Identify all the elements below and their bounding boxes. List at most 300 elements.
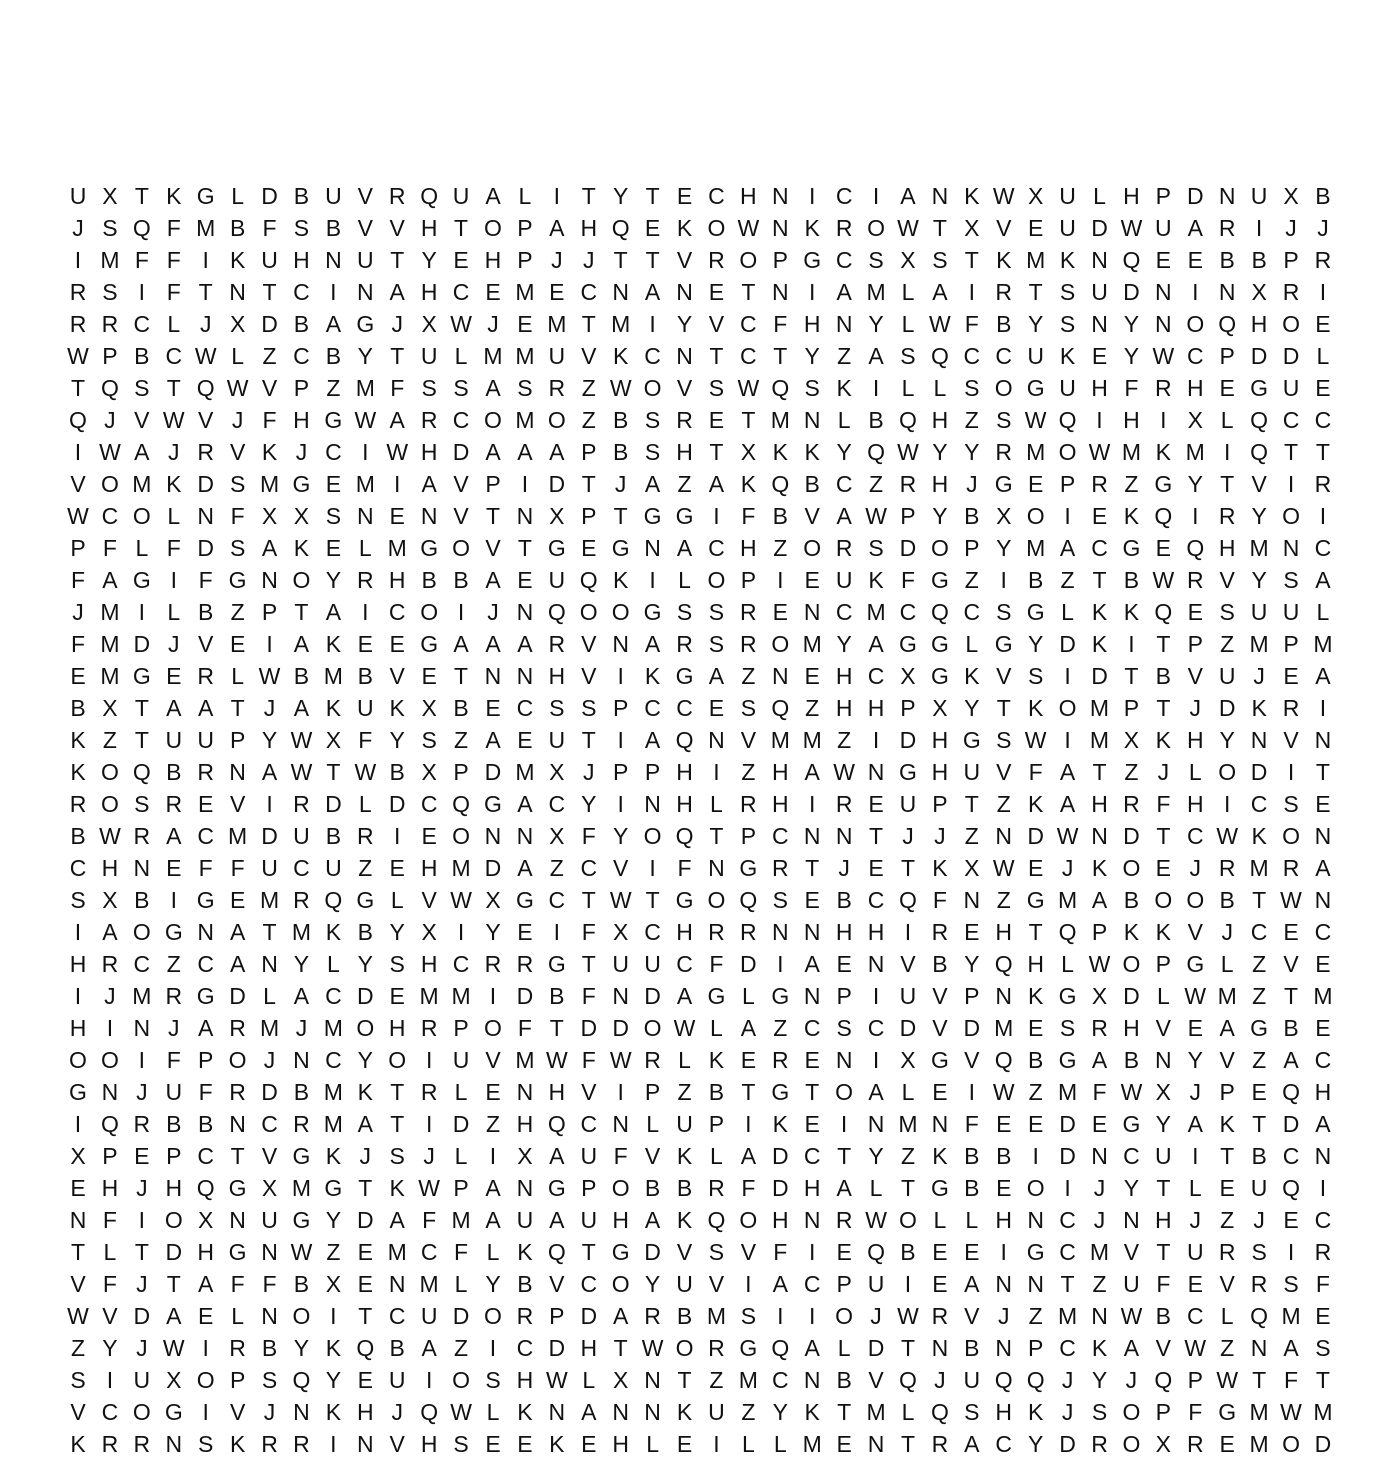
grid-letter[interactable]: T <box>581 183 596 209</box>
grid-letter[interactable]: P <box>964 535 980 561</box>
grid-letter[interactable]: T <box>581 471 596 497</box>
grid-letter[interactable]: N <box>1250 1335 1268 1361</box>
grid-letter[interactable]: L <box>518 183 532 209</box>
grid-letter[interactable]: K <box>932 1143 948 1169</box>
grid-letter[interactable]: F <box>102 1207 117 1233</box>
grid-letter[interactable]: K <box>325 695 342 721</box>
grid-letter[interactable]: C <box>676 951 693 977</box>
grid-letter[interactable]: H <box>580 215 598 241</box>
grid-letter[interactable]: N <box>133 855 151 881</box>
grid-letter[interactable]: R <box>165 983 183 1009</box>
grid-letter[interactable]: Z <box>262 343 277 369</box>
grid-letter[interactable]: B <box>964 1335 980 1361</box>
grid-letter[interactable]: Y <box>261 727 278 753</box>
grid-letter[interactable]: N <box>1218 183 1236 209</box>
grid-letter[interactable]: V <box>581 663 597 689</box>
grid-letter[interactable]: W <box>737 375 760 401</box>
grid-letter[interactable]: T <box>741 1079 756 1105</box>
grid-letter[interactable]: A <box>325 599 342 625</box>
grid-letter[interactable]: N <box>803 1207 821 1233</box>
grid-letter[interactable]: M <box>355 375 375 401</box>
grid-letter[interactable]: D <box>452 1303 470 1329</box>
grid-letter[interactable]: B <box>517 1271 533 1297</box>
grid-letter[interactable]: E <box>549 279 565 305</box>
grid-letter[interactable]: V <box>964 1303 980 1329</box>
grid-letter[interactable]: K <box>166 183 182 209</box>
grid-letter[interactable]: Z <box>549 855 564 881</box>
grid-letter[interactable]: F <box>166 215 181 241</box>
grid-letter[interactable]: R <box>229 1015 246 1041</box>
grid-letter[interactable]: I <box>457 599 465 625</box>
grid-letter[interactable]: P <box>900 695 916 721</box>
grid-letter[interactable]: Y <box>836 631 852 657</box>
grid-letter[interactable]: E <box>389 855 405 881</box>
grid-letter[interactable]: I <box>809 1303 816 1329</box>
grid-letter[interactable]: W <box>1088 951 1111 977</box>
grid-letter[interactable]: D <box>197 471 214 497</box>
grid-letter[interactable]: G <box>962 727 981 753</box>
grid-letter[interactable]: T <box>1028 279 1043 305</box>
grid-letter[interactable]: Z <box>964 407 979 433</box>
grid-letter[interactable]: B <box>261 1335 278 1361</box>
grid-letter[interactable]: Q <box>994 1047 1013 1073</box>
grid-letter[interactable]: A <box>804 759 820 785</box>
grid-letter[interactable]: W <box>1120 215 1143 241</box>
grid-letter[interactable]: F <box>70 567 86 593</box>
grid-letter[interactable]: Y <box>964 439 980 465</box>
grid-letter[interactable]: K <box>517 1239 533 1265</box>
grid-letter[interactable]: U <box>69 183 87 209</box>
grid-letter[interactable]: C <box>803 1143 821 1169</box>
grid-letter[interactable]: B <box>293 1271 310 1297</box>
grid-letter[interactable]: G <box>132 663 151 689</box>
grid-letter[interactable]: M <box>802 1431 822 1457</box>
grid-letter[interactable]: J <box>136 1175 148 1201</box>
grid-letter[interactable]: X <box>261 1175 278 1201</box>
grid-letter[interactable]: V <box>229 1399 246 1425</box>
grid-letter[interactable]: X <box>1091 983 1108 1009</box>
grid-letter[interactable]: T <box>485 503 501 529</box>
grid-letter[interactable]: I <box>1096 407 1103 433</box>
grid-letter[interactable]: N <box>835 311 853 337</box>
grid-letter[interactable]: F <box>741 503 756 529</box>
grid-letter[interactable]: V <box>1155 1015 1172 1041</box>
grid-letter[interactable]: B <box>676 1175 693 1201</box>
grid-letter[interactable]: R <box>69 791 87 817</box>
grid-letter[interactable]: V <box>676 375 693 401</box>
grid-letter[interactable]: W <box>609 887 632 913</box>
grid-letter[interactable]: G <box>930 1047 949 1073</box>
grid-letter[interactable]: K <box>325 1143 342 1169</box>
grid-letter[interactable]: L <box>901 1399 915 1425</box>
grid-letter[interactable]: C <box>867 887 885 913</box>
grid-letter[interactable]: Q <box>1154 599 1173 625</box>
grid-letter[interactable]: L <box>901 375 915 401</box>
grid-letter[interactable]: I <box>840 1111 848 1137</box>
grid-letter[interactable]: C <box>644 695 661 721</box>
grid-letter[interactable]: N <box>771 919 789 945</box>
grid-letter[interactable]: H <box>1123 183 1140 209</box>
grid-letter[interactable]: D <box>867 1335 885 1361</box>
grid-letter[interactable]: L <box>263 983 276 1009</box>
grid-letter[interactable]: L <box>454 343 468 369</box>
grid-letter[interactable]: S <box>740 695 757 721</box>
grid-letter[interactable]: E <box>1155 855 1172 881</box>
grid-letter[interactable]: X <box>421 759 437 785</box>
grid-letter[interactable]: M <box>802 727 822 753</box>
grid-letter[interactable]: B <box>325 823 342 849</box>
grid-letter[interactable]: Q <box>1282 1079 1300 1105</box>
grid-letter[interactable]: H <box>740 183 757 209</box>
grid-letter[interactable]: C <box>1186 1303 1204 1329</box>
grid-letter[interactable]: U <box>835 567 853 593</box>
grid-letter[interactable]: H <box>676 919 693 945</box>
grid-letter[interactable]: N <box>516 599 534 625</box>
grid-letter[interactable]: E <box>229 887 246 913</box>
grid-letter[interactable]: R <box>644 1303 661 1329</box>
grid-letter[interactable]: M <box>323 663 343 689</box>
grid-letter[interactable]: M <box>419 983 439 1009</box>
grid-letter[interactable]: E <box>166 663 182 689</box>
grid-letter[interactable]: I <box>1000 1239 1007 1265</box>
grid-letter[interactable]: N <box>1123 1207 1140 1233</box>
grid-letter[interactable]: G <box>1122 1111 1141 1137</box>
grid-letter[interactable]: Q <box>930 343 949 369</box>
grid-letter[interactable]: L <box>135 535 149 561</box>
grid-letter[interactable]: F <box>198 567 213 593</box>
grid-letter[interactable]: O <box>1026 503 1045 529</box>
grid-letter[interactable]: S <box>644 439 661 465</box>
grid-letter[interactable]: S <box>1059 279 1076 305</box>
grid-letter[interactable]: A <box>485 439 501 465</box>
grid-letter[interactable]: M <box>483 343 503 369</box>
grid-letter[interactable]: A <box>740 1143 757 1169</box>
grid-letter[interactable]: V <box>198 407 214 433</box>
grid-letter[interactable]: K <box>868 567 884 593</box>
grid-letter[interactable]: N <box>803 599 821 625</box>
grid-letter[interactable]: X <box>996 503 1012 529</box>
grid-letter[interactable]: G <box>707 983 726 1009</box>
grid-letter[interactable]: J <box>391 311 403 337</box>
grid-letter[interactable]: N <box>1155 1047 1172 1073</box>
grid-letter[interactable]: I <box>904 919 912 945</box>
grid-letter[interactable]: Z <box>358 855 373 881</box>
grid-letter[interactable]: D <box>899 1015 917 1041</box>
grid-letter[interactable]: H <box>771 1207 789 1233</box>
grid-letter[interactable]: A <box>166 823 182 849</box>
grid-letter[interactable]: G <box>771 1079 790 1105</box>
grid-letter[interactable]: B <box>613 407 629 433</box>
grid-letter[interactable]: Q <box>994 1367 1013 1393</box>
grid-letter[interactable]: B <box>166 1111 182 1137</box>
grid-letter[interactable]: R <box>165 791 183 817</box>
grid-letter[interactable]: B <box>996 1143 1012 1169</box>
grid-letter[interactable]: Y <box>1027 1431 1044 1457</box>
grid-letter[interactable]: H <box>548 1079 566 1105</box>
grid-letter[interactable]: R <box>261 1431 278 1457</box>
grid-letter[interactable]: Q <box>69 407 87 433</box>
grid-letter[interactable]: L <box>1220 1303 1234 1329</box>
grid-letter[interactable]: Q <box>1026 1367 1045 1393</box>
grid-letter[interactable]: C <box>771 823 789 849</box>
grid-letter[interactable]: V <box>740 1239 757 1265</box>
grid-letter[interactable]: C <box>835 471 853 497</box>
grid-letter[interactable]: R <box>1282 855 1300 881</box>
grid-letter[interactable]: U <box>356 695 374 721</box>
grid-letter[interactable]: I <box>809 1239 816 1265</box>
grid-letter[interactable]: O <box>1186 887 1205 913</box>
grid-letter[interactable]: M <box>1313 983 1333 1009</box>
grid-letter[interactable]: E <box>644 215 661 241</box>
grid-letter[interactable]: G <box>292 471 311 497</box>
grid-letter[interactable]: P <box>229 727 246 753</box>
grid-letter[interactable]: U <box>1027 343 1044 369</box>
grid-letter[interactable]: D <box>1059 1111 1076 1137</box>
grid-letter[interactable]: F <box>166 247 181 273</box>
grid-letter[interactable]: M <box>1249 855 1269 881</box>
grid-letter[interactable]: J <box>263 1047 276 1073</box>
grid-letter[interactable]: J <box>966 471 978 497</box>
grid-letter[interactable]: O <box>292 1303 311 1329</box>
grid-letter[interactable]: U <box>261 1207 278 1233</box>
grid-letter[interactable]: J <box>1221 919 1233 945</box>
grid-letter[interactable]: E <box>134 1143 150 1169</box>
grid-letter[interactable]: K <box>932 855 948 881</box>
grid-letter[interactable]: N <box>388 1271 406 1297</box>
grid-letter[interactable]: N <box>356 279 374 305</box>
grid-letter[interactable]: E <box>1091 503 1108 529</box>
grid-letter[interactable]: D <box>229 983 246 1009</box>
grid-letter[interactable]: Z <box>1220 1335 1235 1361</box>
grid-letter[interactable]: D <box>1250 759 1268 785</box>
grid-letter[interactable]: G <box>228 1175 247 1201</box>
grid-letter[interactable]: C <box>325 983 342 1009</box>
grid-letter[interactable]: N <box>229 759 246 785</box>
grid-letter[interactable]: A <box>1059 535 1076 561</box>
grid-letter[interactable]: M <box>1057 1303 1078 1329</box>
grid-letter[interactable]: E <box>325 471 342 497</box>
grid-letter[interactable]: F <box>134 247 149 273</box>
grid-letter[interactable]: J <box>934 823 946 849</box>
grid-letter[interactable]: C <box>293 343 310 369</box>
grid-letter[interactable]: J <box>391 1399 403 1425</box>
grid-letter[interactable]: A <box>1059 791 1076 817</box>
grid-letter[interactable]: A <box>644 279 661 305</box>
grid-letter[interactable]: G <box>1122 535 1141 561</box>
grid-letter[interactable]: T <box>581 727 596 753</box>
grid-letter[interactable]: H <box>1186 727 1204 753</box>
grid-letter[interactable]: M <box>866 599 886 625</box>
grid-letter[interactable]: S <box>1027 663 1044 689</box>
grid-letter[interactable]: X <box>166 1367 182 1393</box>
grid-letter[interactable]: O <box>1218 759 1237 785</box>
grid-letter[interactable]: T <box>1092 567 1107 593</box>
grid-letter[interactable]: T <box>230 1143 245 1169</box>
grid-letter[interactable]: J <box>263 695 276 721</box>
grid-letter[interactable]: H <box>420 279 438 305</box>
grid-letter[interactable]: K <box>1091 599 1108 625</box>
grid-letter[interactable]: O <box>1058 439 1077 465</box>
grid-letter[interactable]: D <box>516 983 534 1009</box>
grid-letter[interactable]: P <box>1155 951 1172 977</box>
grid-letter[interactable]: E <box>485 695 501 721</box>
grid-letter[interactable]: G <box>324 407 343 433</box>
grid-letter[interactable]: J <box>295 1015 308 1041</box>
grid-letter[interactable]: J <box>231 407 244 433</box>
grid-letter[interactable]: E <box>166 855 182 881</box>
grid-letter[interactable]: I <box>489 983 497 1009</box>
grid-letter[interactable]: R <box>1250 1271 1268 1297</box>
grid-letter[interactable]: J <box>295 439 308 465</box>
grid-letter[interactable]: H <box>676 791 693 817</box>
grid-letter[interactable]: F <box>166 535 181 561</box>
grid-letter[interactable]: A <box>836 503 852 529</box>
grid-letter[interactable]: D <box>580 1015 598 1041</box>
grid-letter[interactable]: Z <box>773 535 788 561</box>
grid-letter[interactable]: N <box>867 759 885 785</box>
grid-letter[interactable]: U <box>516 1207 534 1233</box>
grid-letter[interactable]: A <box>1283 1335 1299 1361</box>
grid-letter[interactable]: V <box>932 983 948 1009</box>
grid-letter[interactable]: D <box>1123 983 1140 1009</box>
grid-letter[interactable]: B <box>1027 567 1044 593</box>
grid-letter[interactable]: Q <box>867 439 885 465</box>
grid-letter[interactable]: V <box>581 631 597 657</box>
grid-letter[interactable]: G <box>547 951 566 977</box>
grid-letter[interactable]: B <box>453 567 469 593</box>
grid-letter[interactable]: D <box>548 1335 566 1361</box>
grid-letter[interactable]: Q <box>899 407 917 433</box>
grid-letter[interactable]: W <box>1216 823 1239 849</box>
grid-letter[interactable]: I <box>330 279 337 305</box>
grid-letter[interactable]: R <box>1091 1431 1108 1457</box>
grid-letter[interactable]: E <box>708 279 725 305</box>
grid-letter[interactable]: P <box>1187 631 1203 657</box>
grid-letter[interactable]: D <box>1186 183 1204 209</box>
grid-letter[interactable]: A <box>1123 1335 1140 1361</box>
grid-letter[interactable]: F <box>613 1143 628 1169</box>
grid-letter[interactable]: V <box>453 471 469 497</box>
grid-letter[interactable]: I <box>553 183 561 209</box>
grid-letter[interactable]: C <box>708 183 725 209</box>
grid-letter[interactable]: C <box>548 887 566 913</box>
grid-letter[interactable]: M <box>1217 983 1237 1009</box>
grid-letter[interactable]: S <box>708 631 725 657</box>
grid-letter[interactable]: M <box>738 1367 758 1393</box>
grid-letter[interactable]: E <box>1315 951 1331 977</box>
grid-letter[interactable]: H <box>803 1175 821 1201</box>
grid-letter[interactable]: O <box>707 215 726 241</box>
grid-letter[interactable]: I <box>106 1015 114 1041</box>
grid-letter[interactable]: R <box>1186 567 1204 593</box>
grid-letter[interactable]: T <box>1252 1111 1267 1137</box>
grid-letter[interactable]: K <box>676 1207 693 1233</box>
grid-letter[interactable]: I <box>266 791 273 817</box>
grid-letter[interactable]: G <box>1218 1399 1237 1425</box>
grid-letter[interactable]: T <box>1315 439 1330 465</box>
grid-letter[interactable]: J <box>168 631 180 657</box>
grid-letter[interactable]: A <box>421 471 437 497</box>
grid-letter[interactable]: K <box>261 439 278 465</box>
grid-letter[interactable]: W <box>897 1303 919 1329</box>
grid-letter[interactable]: C <box>452 407 470 433</box>
grid-letter[interactable]: J <box>423 1143 435 1169</box>
grid-letter[interactable]: G <box>356 887 375 913</box>
grid-letter[interactable]: Z <box>773 1015 788 1041</box>
grid-letter[interactable]: F <box>1092 1079 1107 1105</box>
grid-letter[interactable]: N <box>420 503 438 529</box>
grid-letter[interactable]: F <box>166 1047 181 1073</box>
grid-letter[interactable]: O <box>994 375 1013 401</box>
grid-letter[interactable]: E <box>1027 855 1044 881</box>
grid-letter[interactable]: E <box>804 1047 820 1073</box>
grid-letter[interactable]: M <box>1089 695 1110 721</box>
grid-letter[interactable]: U <box>165 727 183 753</box>
grid-letter[interactable]: I <box>745 1271 752 1297</box>
grid-letter[interactable]: E <box>1027 215 1044 241</box>
grid-letter[interactable]: Y <box>804 343 820 369</box>
grid-letter[interactable]: V <box>996 759 1012 785</box>
grid-letter[interactable]: P <box>453 1175 469 1201</box>
grid-letter[interactable]: R <box>1314 247 1332 273</box>
grid-letter[interactable]: F <box>390 375 405 401</box>
grid-letter[interactable]: K <box>1123 503 1140 529</box>
grid-letter[interactable]: T <box>900 855 915 881</box>
grid-letter[interactable]: K <box>772 1111 788 1137</box>
grid-letter[interactable]: U <box>1091 279 1108 305</box>
grid-letter[interactable]: G <box>228 567 247 593</box>
grid-letter[interactable]: D <box>1091 663 1108 689</box>
grid-letter[interactable]: N <box>1091 247 1108 273</box>
grid-letter[interactable]: B <box>325 215 342 241</box>
grid-letter[interactable]: N <box>771 215 789 241</box>
grid-letter[interactable]: M <box>547 311 567 337</box>
grid-letter[interactable]: E <box>357 1239 373 1265</box>
grid-letter[interactable]: D <box>1059 1143 1076 1169</box>
grid-letter[interactable]: I <box>649 311 656 337</box>
grid-letter[interactable]: E <box>708 407 725 433</box>
grid-letter[interactable]: E <box>868 855 884 881</box>
grid-letter[interactable]: H <box>548 663 566 689</box>
grid-letter[interactable]: J <box>1189 695 1202 721</box>
grid-letter[interactable]: G <box>739 855 758 881</box>
grid-letter[interactable]: O <box>547 407 566 433</box>
grid-letter[interactable]: C <box>293 279 310 305</box>
grid-letter[interactable]: A <box>198 695 214 721</box>
grid-letter[interactable]: R <box>676 631 693 657</box>
grid-letter[interactable]: S <box>644 407 661 433</box>
grid-letter[interactable]: L <box>933 375 947 401</box>
grid-letter[interactable]: Y <box>613 823 629 849</box>
grid-letter[interactable]: B <box>357 663 373 689</box>
grid-letter[interactable]: H <box>1250 311 1268 337</box>
grid-letter[interactable]: E <box>485 1079 501 1105</box>
grid-letter[interactable]: V <box>996 663 1012 689</box>
grid-letter[interactable]: R <box>1091 471 1108 497</box>
grid-letter[interactable]: A <box>900 183 916 209</box>
grid-letter[interactable]: E <box>198 1303 214 1329</box>
grid-letter[interactable]: E <box>421 823 437 849</box>
grid-letter[interactable]: E <box>453 247 469 273</box>
grid-letter[interactable]: Q <box>1154 503 1173 529</box>
grid-letter[interactable]: W <box>1280 1399 1302 1425</box>
grid-letter[interactable]: K <box>229 1431 246 1457</box>
grid-letter[interactable]: N <box>803 919 821 945</box>
grid-letter[interactable]: H <box>676 759 693 785</box>
grid-letter[interactable]: F <box>1124 375 1139 401</box>
grid-letter[interactable]: E <box>932 1239 948 1265</box>
grid-letter[interactable]: W <box>1120 1303 1143 1329</box>
